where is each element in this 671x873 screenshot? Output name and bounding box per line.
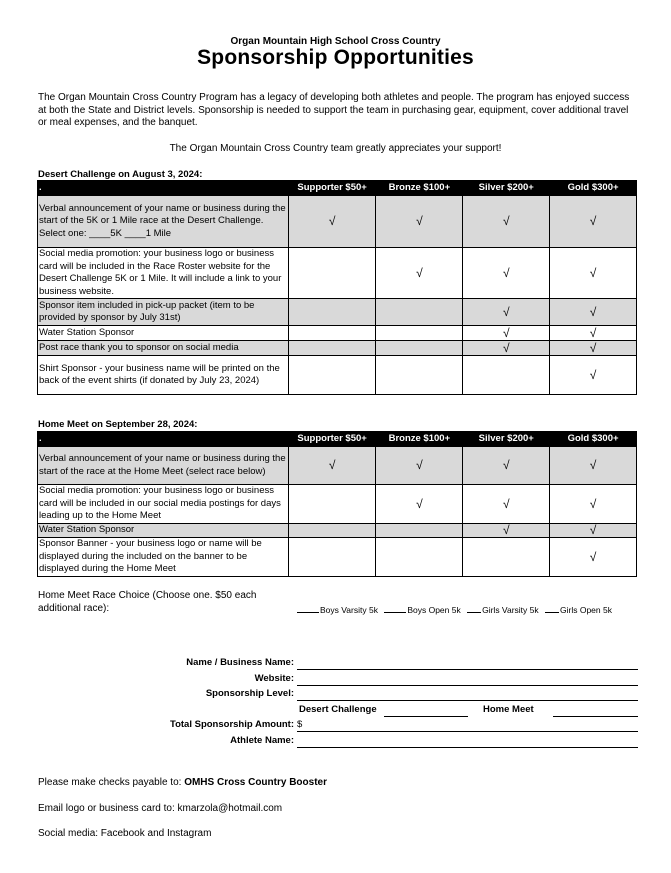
check-mark: √ [463,326,550,341]
tier-silver: Silver $200+ [463,181,550,196]
checks-payable-line: Please make checks payable to: OMHS Cross Country Booster [38,777,327,788]
dollar-sign: $ [297,719,303,730]
check-mark: √ [550,299,637,326]
check-mark: √ [550,196,637,248]
check-mark [376,341,463,356]
tier-gold: Gold $300+ [550,181,637,196]
athlete-name-label: Athlete Name: [230,735,294,746]
home-meet-table [37,431,637,577]
race-option[interactable]: Girls Open 5k [545,605,612,615]
check-mark: √ [463,196,550,248]
check-mark: √ [376,485,463,524]
row-label: Water Station Sponsor [38,524,289,538]
home-meet-label: Home Meet [483,704,534,715]
tier-supporter: Supporter $50+ [288,432,375,447]
total-amount-label: Total Sponsorship Amount: [169,719,294,730]
check-mark: √ [376,196,463,248]
check-mark: √ [550,326,637,341]
desert-challenge-table [37,180,637,395]
tier-silver: Silver $200+ [463,432,550,447]
home-meet-field[interactable] [553,704,638,717]
race-choice-label: Home Meet Race Choice (Choose one. $50 each additional race): [38,590,257,614]
check-mark: √ [463,248,550,299]
check-mark: √ [376,248,463,299]
row-label: Shirt Sponsor - your business name will be printed on the back of the event shirts (if donated by July 23, 2024) [38,356,289,395]
sponsorship-level-field[interactable] [297,688,638,701]
checks-payee: OMHS Cross Country Booster [184,777,327,788]
check-mark [376,299,463,326]
table-row [38,356,637,395]
table-row [38,447,637,485]
table-header-row [38,432,637,447]
check-mark: √ [288,196,375,248]
row-label: Sponsor item included in pick-up packet (item to be provided by sponsor by July 31st) [38,299,289,326]
row-label: Sponsor Banner - your business logo or name will be displayed during the included on the banner to be displayed during the Home Meet [38,538,289,577]
check-mark [376,538,463,577]
school-name: Organ Mountain High School Cross Country [230,36,441,47]
check-mark [288,299,375,326]
race-option[interactable]: Boys Varsity 5k [297,605,378,615]
website-field[interactable] [297,673,638,686]
tier-supporter: Supporter $50+ [288,181,375,196]
header-label: . [38,181,289,196]
check-mark [288,538,375,577]
table-row [38,196,637,248]
check-mark [376,356,463,395]
social-media-line: Social media: Facebook and Instagram [38,828,212,839]
desert-challenge-label: Desert Challenge [299,704,377,715]
check-mark: √ [550,248,637,299]
tier-bronze: Bronze $100+ [376,432,463,447]
race-choice-options [297,604,616,615]
header-label: . [38,432,289,447]
check-mark [463,356,550,395]
page-title: Sponsorship Opportunities [197,46,474,69]
check-mark: √ [288,447,375,485]
intro-paragraph: The Organ Mountain Cross Country Program has a legacy of developing both athletes and people. The program has enjoyed success at both the State and District levels. Sponsorship is needed to support the team in purchasing gear, equipment, cover additional travel or meal expenses, and the banquet. [38,92,630,128]
check-mark: √ [550,447,637,485]
check-mark: √ [463,485,550,524]
race-option[interactable]: Boys Open 5k [384,605,460,615]
row-label: Verbal announcement of your name or business during the start of the 5K or 1 Mile race at the Desert Challenge. Select one: ____5K ____1 Mile [38,196,289,248]
table-row [38,341,637,356]
email-line: Email logo or business card to: kmarzola@hotmail.com [38,803,283,814]
table-row [38,326,637,341]
check-mark [288,248,375,299]
tier-bronze: Bronze $100+ [376,181,463,196]
check-mark: √ [463,524,550,538]
check-mark [376,524,463,538]
name-label: Name / Business Name: [186,657,294,668]
check-mark [288,341,375,356]
total-amount-field[interactable] [297,719,638,732]
section-home-meet-title: Home Meet on September 28, 2024: [38,419,198,430]
table-row [38,538,637,577]
check-mark [288,524,375,538]
tier-gold: Gold $300+ [550,432,637,447]
athlete-name-field[interactable] [297,735,638,748]
sponsorship-level-label: Sponsorship Level: [205,688,294,699]
race-option[interactable]: Girls Varsity 5k [467,605,539,615]
row-label: Post race thank you to sponsor on social media [38,341,289,356]
check-mark [288,485,375,524]
check-mark [463,538,550,577]
table-row [38,485,637,524]
check-mark [288,356,375,395]
name-field[interactable] [297,657,638,670]
check-mark: √ [550,538,637,577]
check-mark [376,326,463,341]
check-mark: √ [550,485,637,524]
row-label: Verbal announcement of your name or business during the start of the race at the Home Meet (select race below) [38,447,289,485]
table-row [38,524,637,538]
row-label: Social media promotion: your business logo or business card will be included in the Race Roster website for the Desert Challenge 5K or 1 Mile. It will include a link to your business website. [38,248,289,299]
check-mark: √ [463,447,550,485]
check-mark [288,326,375,341]
section-desert-title: Desert Challenge on August 3, 2024: [38,169,203,180]
check-mark: √ [463,341,550,356]
table-row [38,299,637,326]
table-row [38,248,637,299]
row-label: Water Station Sponsor [38,326,289,341]
check-mark: √ [550,524,637,538]
thanks-line: The Organ Mountain Cross Country team greatly appreciates your support! [169,143,502,154]
check-mark: √ [376,447,463,485]
check-mark: √ [463,299,550,326]
check-mark: √ [550,341,637,356]
website-label: Website: [254,673,294,684]
check-mark: √ [550,356,637,395]
table-header-row [38,181,637,196]
desert-challenge-field[interactable] [384,704,468,717]
row-label: Social media promotion: your business logo or business card will be included in our social media postings for days leading up to the Home Meet [38,485,289,524]
